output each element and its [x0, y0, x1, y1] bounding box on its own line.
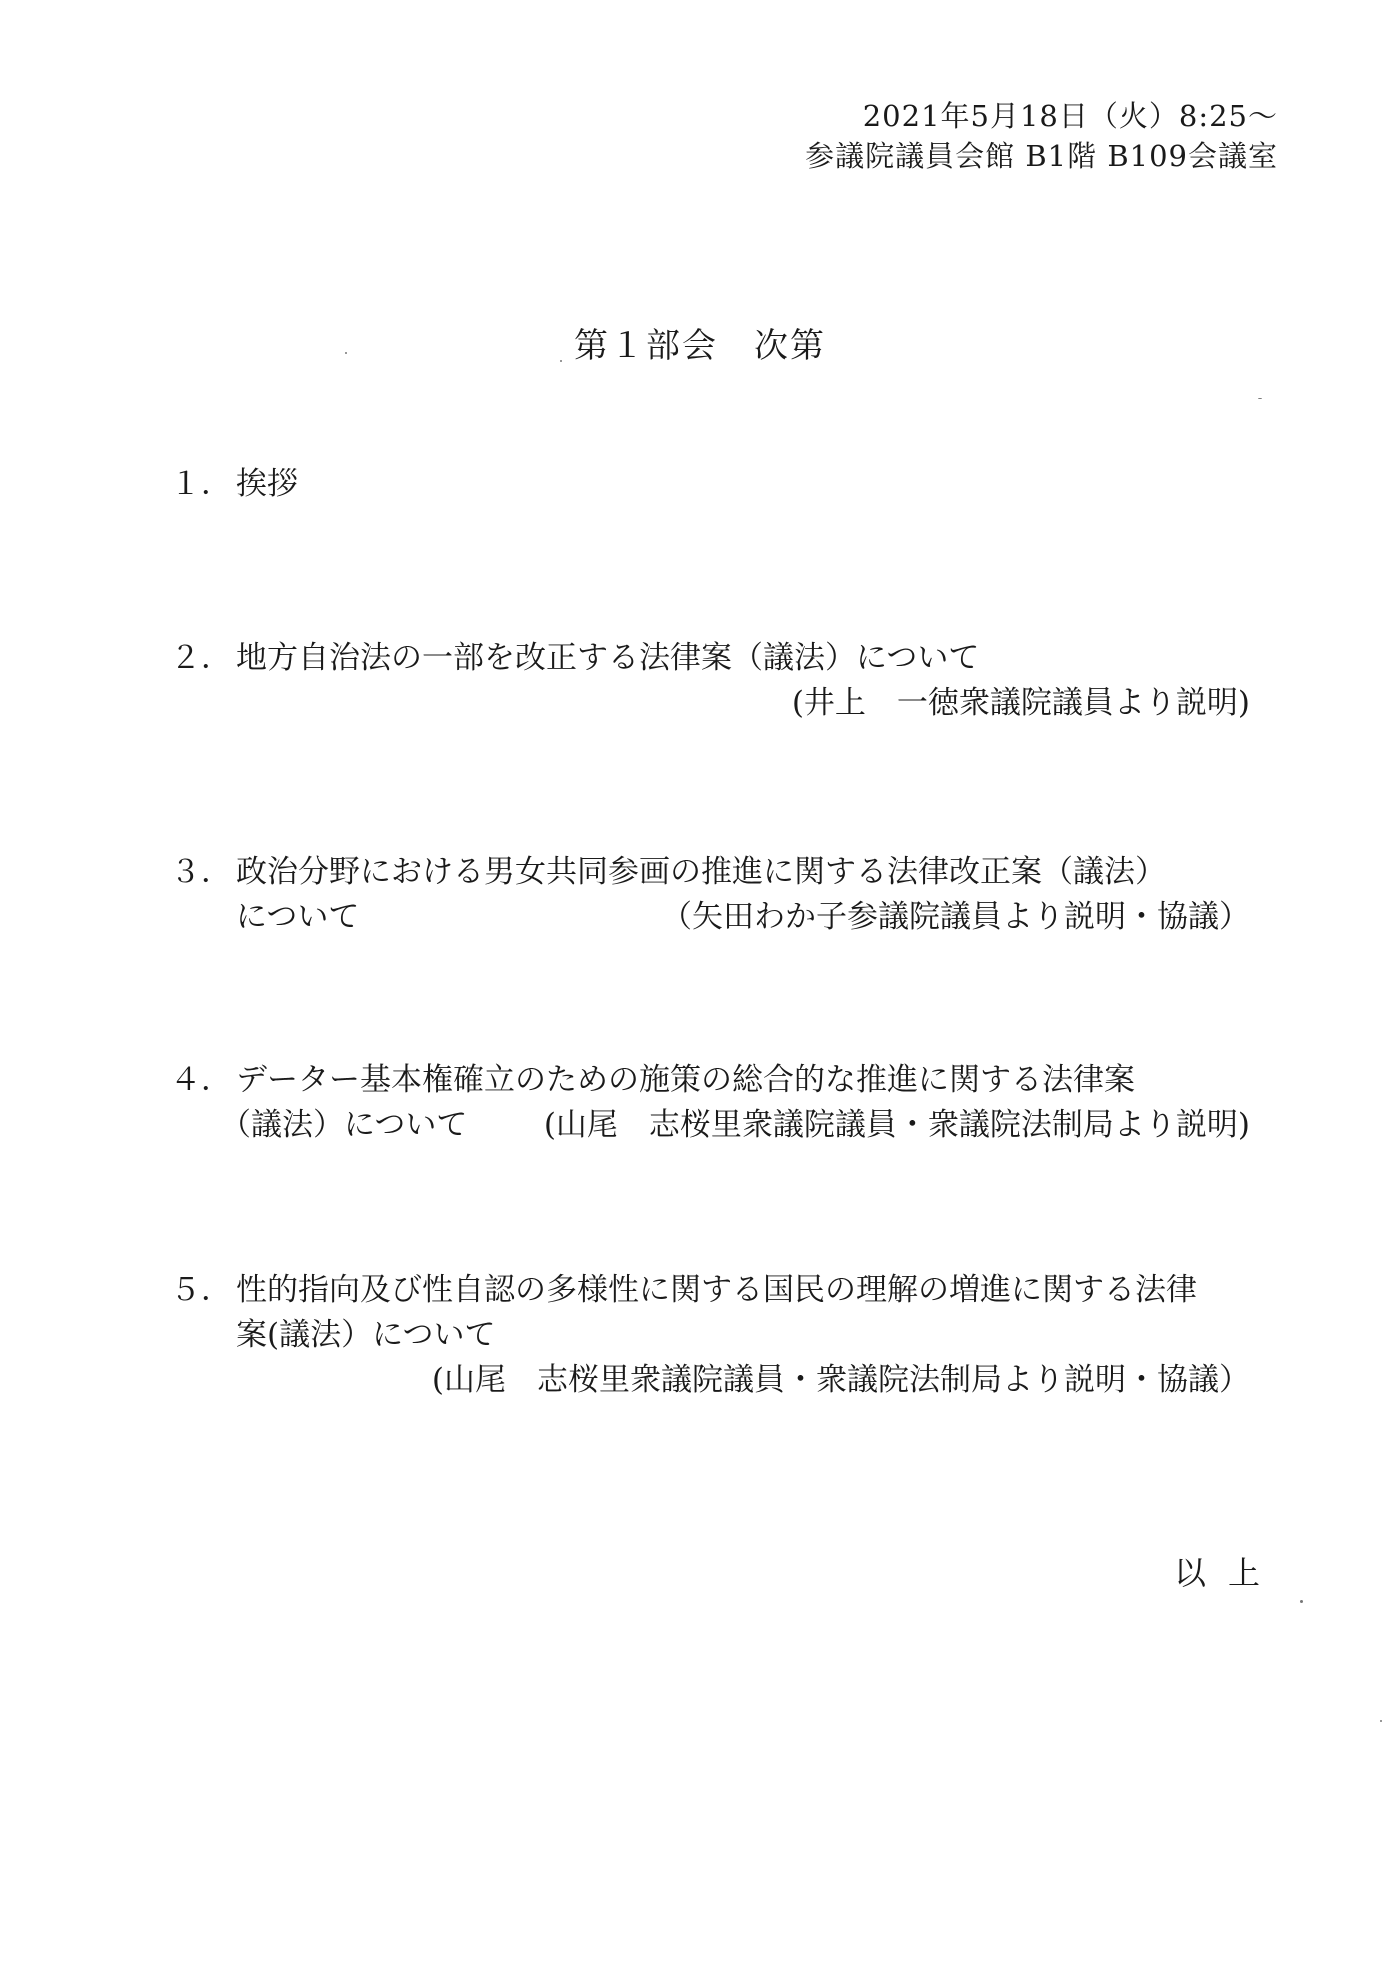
agenda-item-3	[170, 850, 1270, 940]
agenda-item-number: １．	[170, 466, 232, 502]
agenda-item-number: ５．	[170, 1272, 232, 1308]
agenda-item-presenter: (井上 一徳衆議院議員より説明)	[791, 685, 1250, 721]
agenda-item-4	[170, 1058, 1270, 1148]
scan-speck	[1300, 1600, 1303, 1603]
closing-mark: 以上	[1173, 1554, 1282, 1592]
agenda-item-5	[170, 1268, 1270, 1403]
scan-speck	[345, 352, 347, 354]
agenda-item-presenter: (山尾 志桜里衆議院議員・衆議院法制局より説明・協議）	[431, 1362, 1250, 1398]
agenda-item-2	[170, 636, 1270, 726]
agenda-item-text-continued: 案(議法）について	[236, 1317, 496, 1353]
meeting-info	[805, 96, 1278, 176]
agenda-item-text: データー基本権確立のための施策の総合的な推進に関する法律案	[236, 1062, 1135, 1098]
agenda-item-text: 挨拶	[236, 466, 298, 502]
agenda-item-text-continued: について	[236, 899, 360, 935]
scan-speck	[560, 360, 562, 362]
agenda-item-number: ３．	[170, 854, 232, 890]
agenda-item-1	[170, 462, 1270, 507]
agenda-item-text: 政治分野における男女共同参画の推進に関する法律改正案（議法）	[236, 854, 1166, 890]
agenda-item-text: 地方自治法の一部を改正する法律案（議法）について	[236, 640, 980, 676]
scan-speck	[1258, 398, 1262, 399]
agenda-item-number: ２．	[170, 640, 232, 676]
agenda-item-presenter: （矢田わか子参議院議員より説明・協議）	[661, 899, 1250, 935]
agenda-item-number: ４．	[170, 1062, 232, 1098]
meeting-date: 2021年5月18日（火）8:25～	[862, 99, 1278, 133]
page-title: 第１部会 次第	[574, 326, 826, 366]
agenda-item-presenter: (山尾 志桜里衆議院議員・衆議院法制局より説明)	[543, 1107, 1250, 1143]
meeting-location: 参議院議員会館 B1階 B109会議室	[805, 139, 1278, 173]
agenda-item-text: 性的指向及び性自認の多様性に関する国民の理解の増進に関する法律	[236, 1272, 1197, 1308]
agenda-item-text-continued: （議法）について	[220, 1107, 468, 1143]
scan-speck	[1380, 1720, 1382, 1722]
